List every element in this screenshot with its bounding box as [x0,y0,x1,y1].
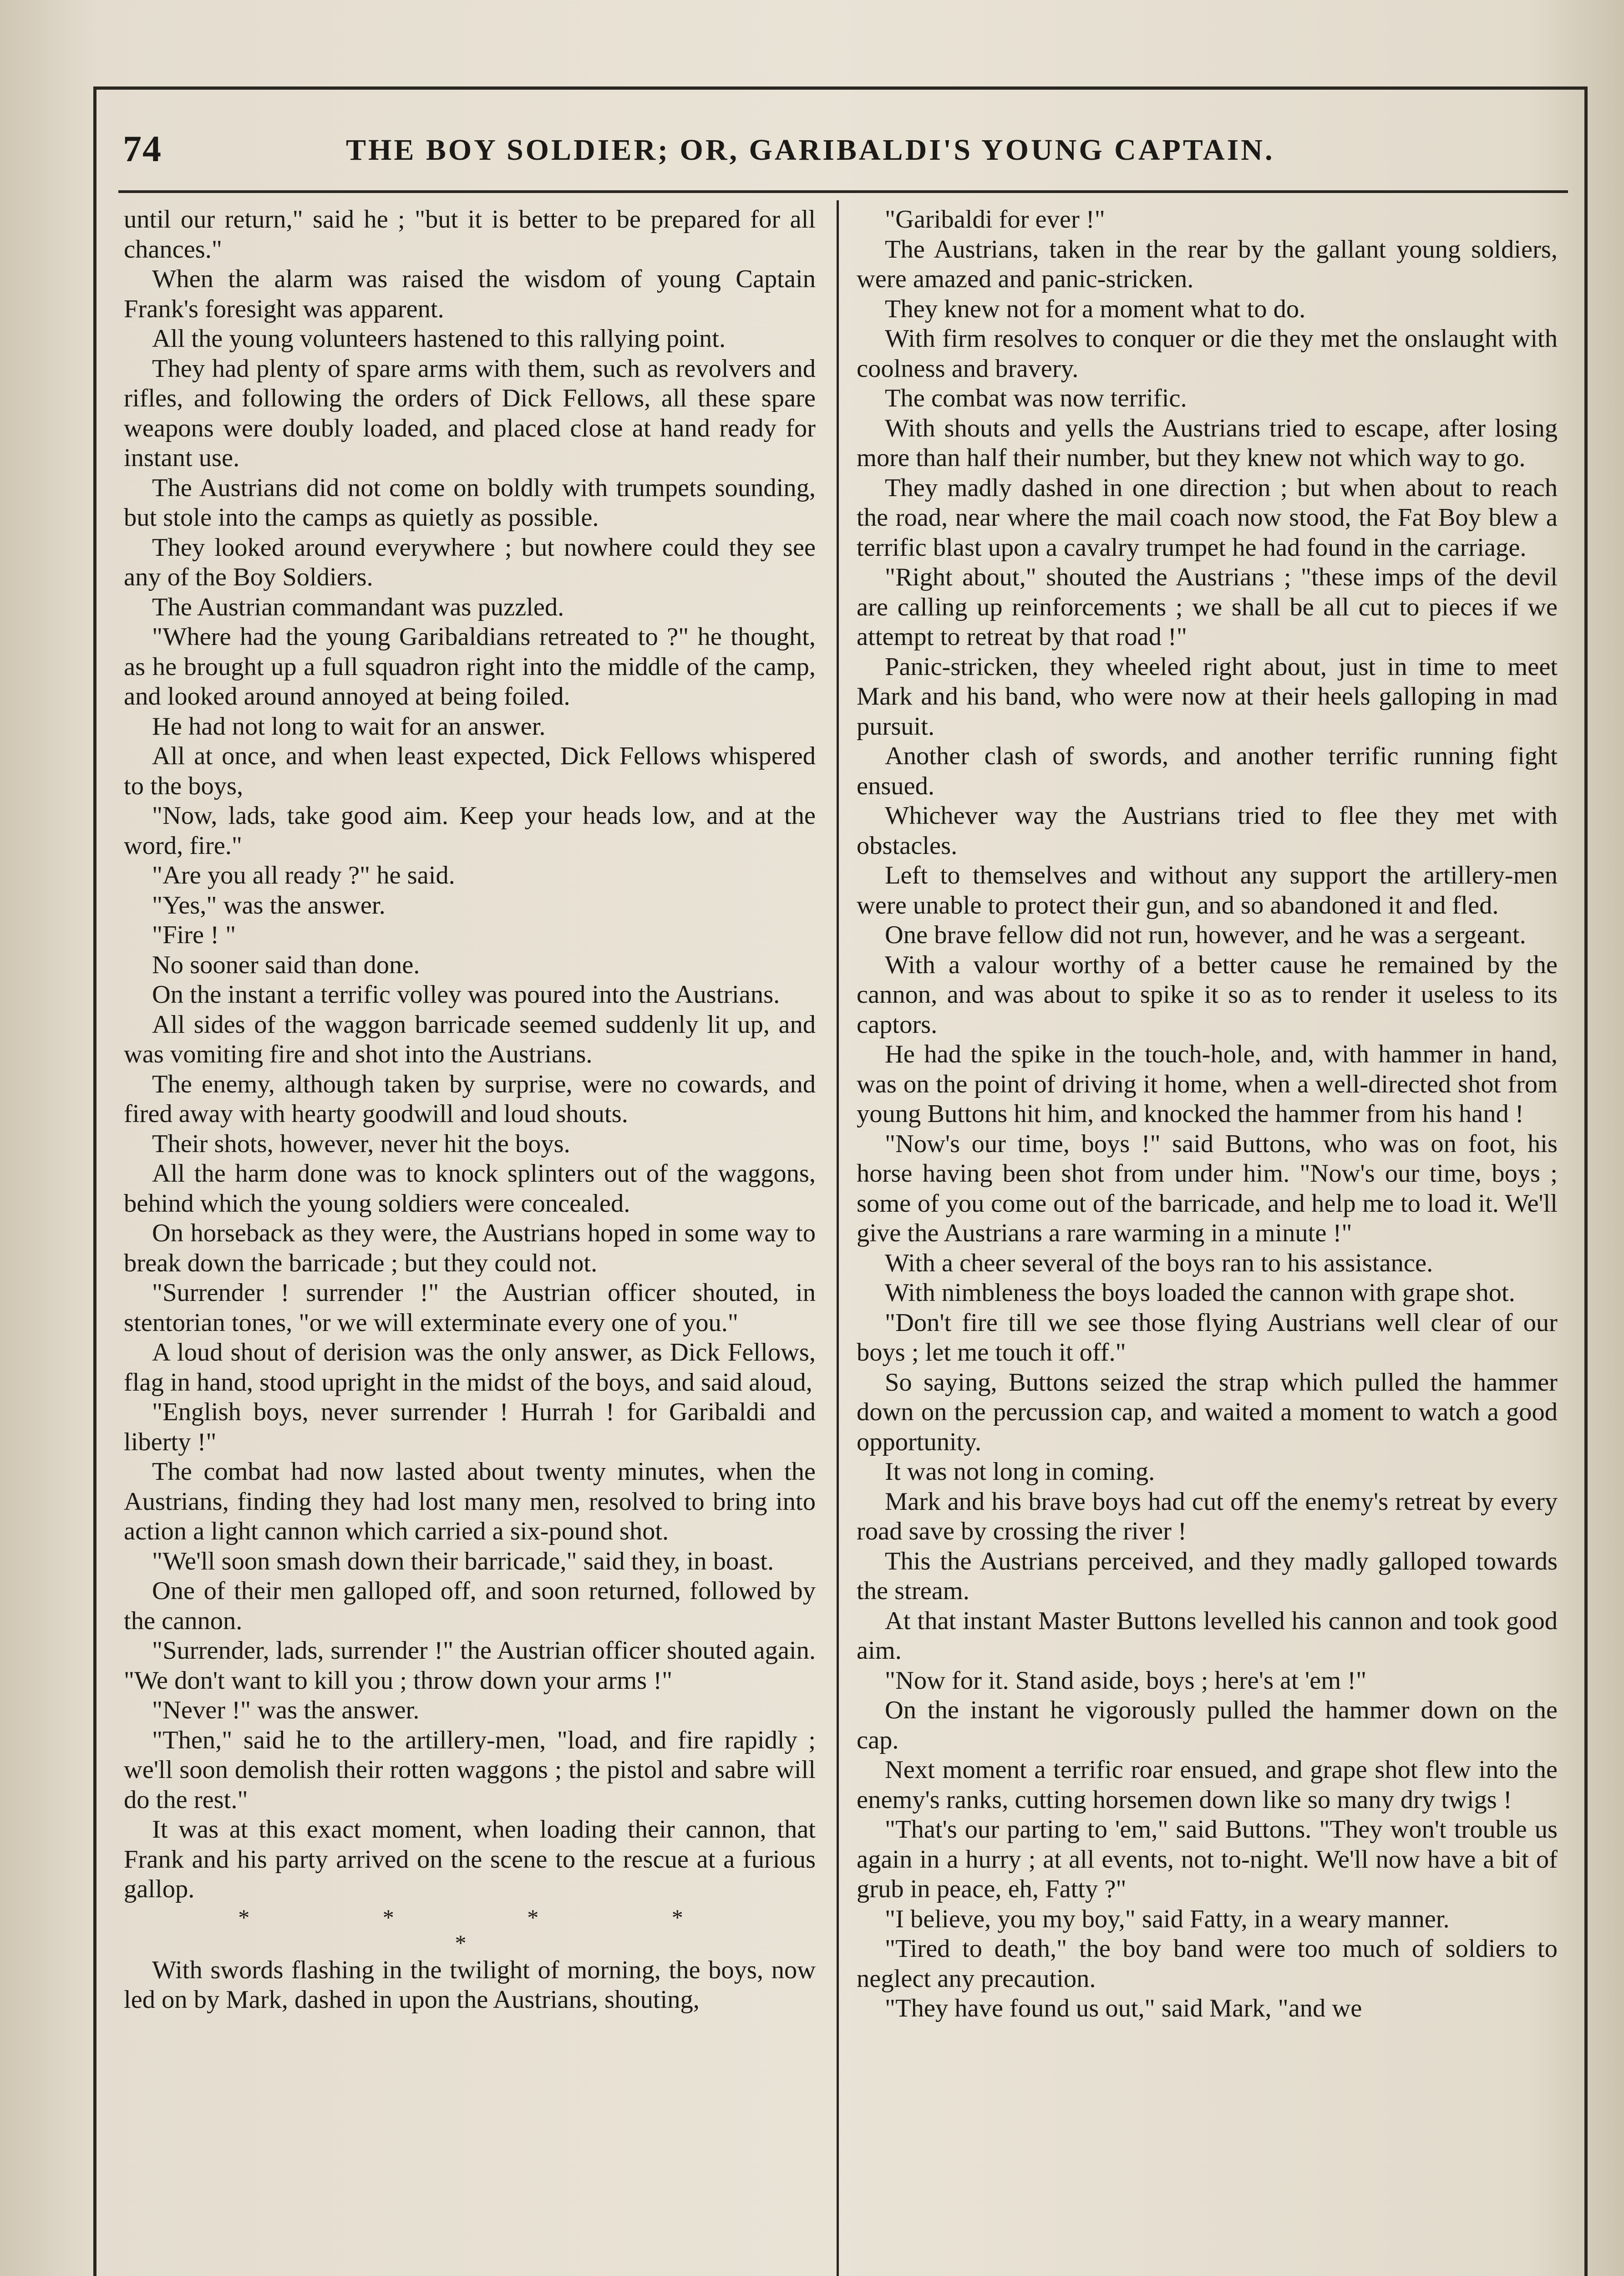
paragraph: "Surrender, lads, surrender !" the Austrian officer shouted again. "We don't want to kill you ; throw down your arms !" [124,1636,816,1695]
paragraph: "Then," said he to the artillery-men, "load, and fire rapidly ; we'll soon demolish their rotten waggons ; the pistol and sabre will do the rest." [124,1726,816,1814]
paragraph: "I believe, you my boy," said Fatty, in a weary manner. [885,1905,1450,1933]
paragraph: "Now for it. Stand aside, boys ; here's at 'em !" [885,1666,1367,1695]
paragraph: One of their men galloped off, and soon returned, followed by the cannon. [124,1577,816,1635]
paragraph: They had plenty of spare arms with them, such as revolvers and rifles, and following the orders of Dick Fellows, all these spare weapons were doubly loaded, and placed close at hand ready for instant use. [124,354,816,472]
paragraph: On the instant a terrific volley was poured into the Austrians. [152,981,780,1009]
paragraph: At that instant Master Buttons levelled his cannon and took good aim. [857,1606,1558,1665]
paragraph: This the Austrians perceived, and they madly galloped towards the stream. [857,1547,1558,1605]
paragraph: It was not long in coming. [885,1458,1155,1486]
paragraph: "Yes," was the answer. [152,891,386,920]
paragraph: One brave fellow did not run, however, and he was a sergeant. [885,921,1526,949]
running-title: THE BOY SOLDIER; OR, GARIBALDI'S YOUNG CAPTAIN. [346,133,1275,167]
paragraph: With firm resolves to conquer or die they met the onslaught with coolness and bravery. [857,325,1558,383]
paragraph: "Are you all ready ?" he said. [152,861,455,889]
paragraph: All at once, and when least expected, Dick Fellows whispered to the boys, [124,742,816,800]
paragraph: With nimbleness the boys loaded the cannon with grape shot. [885,1279,1515,1307]
paragraph: They looked around everywhere ; but nowhere could they see any of the Boy Soldiers. [124,533,816,591]
column-divider [837,200,839,2276]
page-header [123,123,1570,187]
paragraph: "Don't fire till we see those flying Austrians well clear of our boys ; let me touch it off." [857,1308,1558,1367]
paragraph: Mark and his brave boys had cut off the enemy's retreat by every road save by crossing the river ! [857,1487,1558,1545]
paragraph: It was at this exact moment, when loading their cannon, that Frank and his party arrived on the scene to the rescue at a furious gallop. [124,1815,816,1903]
paragraph: So saying, Buttons seized the strap which pulled the hammer down on the percussion cap, and waited a moment to watch a good opportunity. [857,1368,1558,1456]
paragraph: With shouts and yells the Austrians tried to escape, after losing more than half their number, but they knew not which way to go. [857,414,1558,472]
paragraph: He had not long to wait for an answer. [152,712,546,741]
paragraph: With a cheer several of the boys ran to his assistance. [885,1249,1433,1277]
paragraph: "Surrender ! surrender !" the Austrian officer shouted, in stentorian tones, "or we will exterminate every one of you." [124,1279,816,1337]
paragraph: "Never !" was the answer. [152,1696,420,1724]
paragraph: "Now, lads, take good aim. Keep your heads low, and at the word, fire." [124,802,816,860]
section-break: * * * * * [238,1904,747,1956]
paragraph: Their shots, however, never hit the boys. [152,1129,570,1158]
left-column [124,205,816,2276]
paragraph: Left to themselves and without any support the artillery-men were unable to protect their gun, and so abandoned it and fled. [857,861,1558,920]
right-column [857,205,1558,2276]
paragraph: Whichever way the Austrians tried to flee they met with obstacles. [857,802,1558,860]
page-number: 74 [123,128,162,169]
paragraph: He had the spike in the touch-hole, and, with hammer in hand, was on the point of driving it home, when a well-directed shot from young Buttons hit him, and knocked the hammer from his hand ! [857,1040,1558,1128]
paragraph: On horseback as they were, the Austrians hoped in some way to break down the barricade ; but they could not. [124,1219,816,1277]
paragraph: "English boys, never surrender ! Hurrah ! for Garibaldi and liberty !" [124,1398,816,1456]
paragraph: The Austrian commandant was puzzled. [152,593,564,621]
paragraph: When the alarm was raised the wisdom of young Captain Frank's foresight was apparent. [124,265,816,323]
paragraph: "Now's our time, boys !" said Buttons, who was on foot, his horse having been shot from under him. "Now's our time, boys ; some of you come out of the barricade, and help me to load it. We'll give the Austrians a rare warming in a minute !" [857,1129,1558,1247]
paragraph: Next moment a terrific roar ensued, and grape shot flew into the enemy's ranks, cutting horsemen down like so many dry twigs ! [857,1756,1558,1814]
paragraph: All the young volunteers hastened to this rallying point. [152,325,726,353]
paragraph: On the instant he vigorously pulled the hammer down on the cap. [857,1696,1558,1754]
paragraph: The Austrians, taken in the rear by the gallant young soldiers, were amazed and panic-stricken. [857,235,1558,293]
paragraph: "Garibaldi for ever !" [885,205,1105,234]
paragraph: The combat was now terrific. [885,384,1187,412]
paragraph: A loud shout of derision was the only answer, as Dick Fellows, flag in hand, stood upright in the midst of the boys, and said aloud, [124,1338,816,1397]
paragraph: "Fire ! " [152,921,236,949]
paragraph: With a valour worthy of a better cause he remained by the cannon, and was about to spike it so as to render it useless to its captors. [857,950,1558,1039]
paragraph: until our return," said he ; "but it is better to be prepared for all chances." [124,205,816,264]
paragraph: The combat had now lasted about twenty minutes, when the Austrians, finding they had lost many men, resolved to bring into action a light cannon which carried a six-pound shot. [124,1458,816,1545]
paragraph: All sides of the waggon barricade seemed suddenly lit up, and was vomiting fire and shot into the Austrians. [124,1010,816,1068]
paragraph: "Where had the young Garibaldians retreated to ?" he thought, as he brought up a full squadron right into the middle of the camp, and looked around annoyed at being foiled. [124,623,816,711]
paragraph: "They have found us out," said Mark, "and we [885,1994,1362,2022]
paragraph: Another clash of swords, and another terrific running fight ensued. [857,742,1558,800]
paragraph: The Austrians did not come on boldly with trumpets sounding, but stole into the camps as quietly as possible. [124,473,816,532]
paragraph: "Tired to death," the boy band were too much of soldiers to neglect any precaution. [857,1935,1558,1993]
paragraph: No sooner said than done. [152,950,420,979]
paragraph: "That's our parting to 'em," said Buttons. "They won't trouble us again in a hurry ; at all events, not to-night. We'll now have a bit of grub in peace, eh, Fatty ?" [857,1815,1558,1903]
paragraph: "Right about," shouted the Austrians ; "these imps of the devil are calling up reinforcements ; we shall be all cut to pieces if we attempt to retreat by that road !" [857,563,1558,651]
paragraph: With swords flashing in the twilight of morning, the boys, now led on by Mark, dashed in upon the Austrians, shouting, [124,1956,816,2014]
header-rule [118,190,1568,193]
paragraph: They madly dashed in one direction ; but when about to reach the road, near where the mail coach now stood, the Fat Boy blew a terrific blast upon a cavalry trumpet he had found in the carriage. [857,473,1558,562]
paragraph: The enemy, although taken by surprise, were no cowards, and fired away with hearty goodwill and loud shouts. [124,1070,816,1128]
paragraph: "We'll soon smash down their barricade," said they, in boast. [152,1547,774,1575]
paragraph: All the harm done was to knock splinters out of the waggons, behind which the young soldiers were concealed. [124,1159,816,1218]
paragraph: They knew not for a moment what to do. [885,295,1306,323]
paragraph: Panic-stricken, they wheeled right about, just in time to meet Mark and his band, who were now at their heels galloping in mad pursuit. [857,652,1558,741]
